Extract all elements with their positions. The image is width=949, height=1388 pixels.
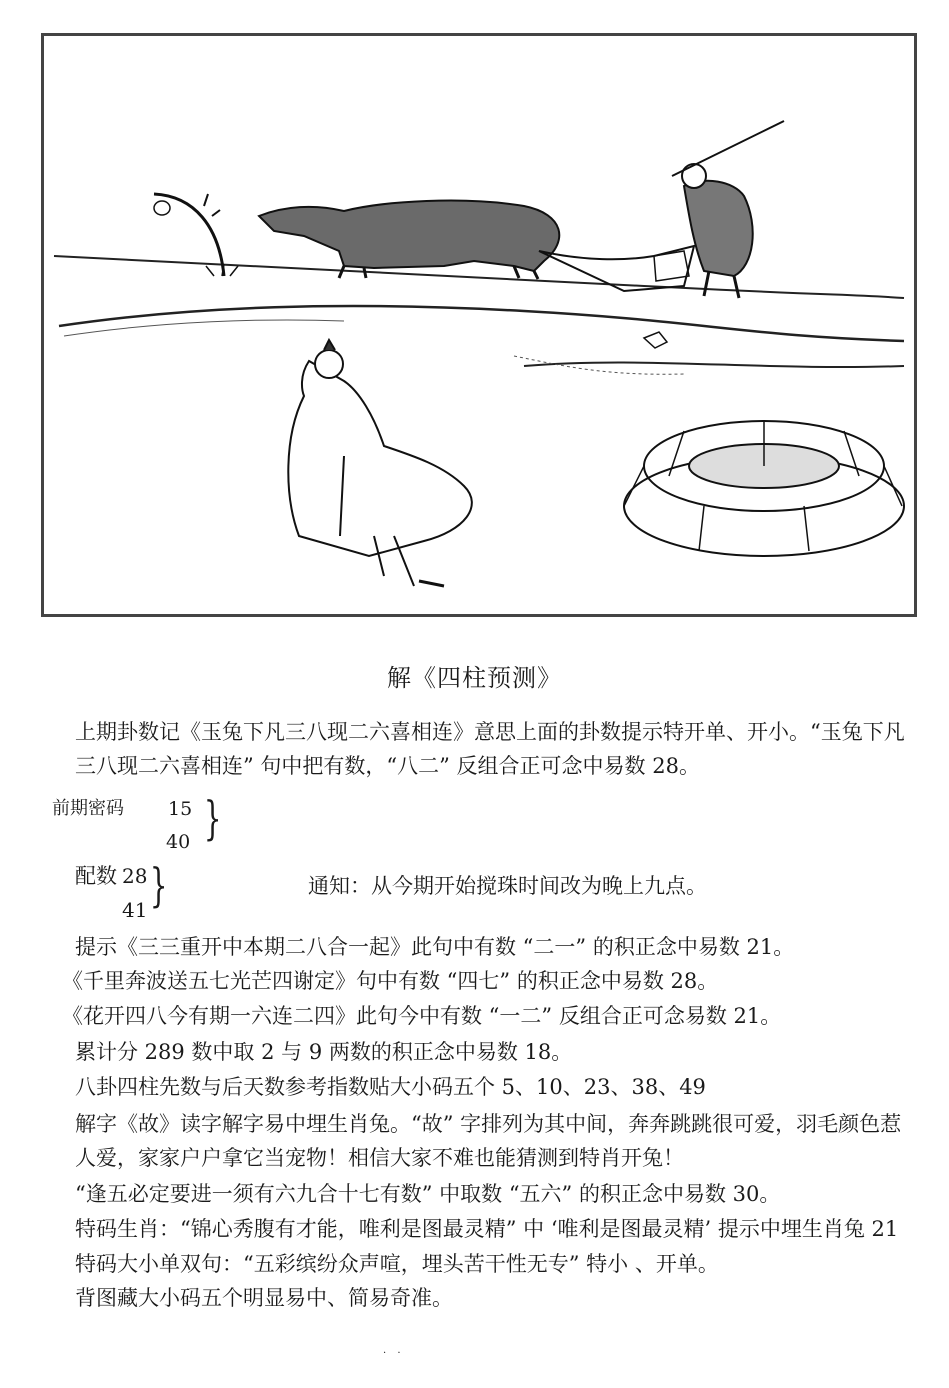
brace-icon: } <box>203 791 222 845</box>
hint-line: 提示《三三重开中本期二八合一起》此句中有数 “二一” 的积正念中易数 21。 <box>75 935 795 959</box>
illustration-frame <box>41 33 917 617</box>
pairing-label: 配数 <box>75 864 117 888</box>
hint-line: 解字《故》读字解字易中埋生肖兔。“故” 字排列为其中间，奔奔跳跳很可爱，羽毛颜色惹 <box>75 1112 902 1136</box>
hint-line: 《千里奔波送五七光芒四谢定》句中有数 “四七” 的积正念中易数 28。 <box>62 969 719 993</box>
hint-line: 背图藏大小码五个明显易中、简易奇准。 <box>75 1286 453 1310</box>
brace-icon: } <box>149 858 168 912</box>
previous-code-label: 前期密码 <box>52 798 124 819</box>
section-title: 解《四柱预测》 <box>387 664 562 692</box>
ploughing-scene-illustration <box>44 36 914 614</box>
hint-line: 特码大小单双句：“五彩缤纷众声喧，埋头苦干性无专” 特小 、开单。 <box>75 1252 719 1276</box>
emblem-icon <box>154 201 170 215</box>
hint-line: 人爱，家家户户拿它当宠物！相信大家不难也能猜测到特肖开兔！ <box>75 1146 684 1170</box>
hint-line: 累计分 289 数中取 2 与 9 两数的积正念中易数 18。 <box>75 1040 573 1064</box>
previous-code-value-1: 15 <box>168 798 193 820</box>
pairing-value-2: 41 <box>122 898 148 922</box>
hint-line: 特码生肖：“锦心秀腹有才能，唯利是图最灵精” 中 ‘唯利是图最灵精’ 提示中埋生肖兔 21 <box>75 1217 899 1241</box>
notice-text: 通知：从今期开始搅珠时间改为晚上九点。 <box>308 874 707 898</box>
hint-line: “逢五必定要进一须有六九合十七有数” 中取数 “五六” 的积正念中易数 30。 <box>75 1182 781 1206</box>
footer-marks: . . <box>383 1345 405 1356</box>
intro-line-2: 三八现二六喜相连” 句中把有数，“八二” 反组合正可念中易数 28。 <box>75 754 700 778</box>
intro-line-1: 上期卦数记《玉兔下凡三八现二六喜相连》意思上面的卦数提示特开单、开小。“玉兔下凡 <box>75 720 905 744</box>
pairing-value-1: 28 <box>122 864 148 888</box>
hint-line: 八卦四柱先数与后天数参考指数贴大小码五个 5、10、23、38、49 <box>75 1075 706 1099</box>
hint-line: 《花开四八今有期一六连二四》此句今中有数 “一二” 反组合正可念易数 21。 <box>62 1004 782 1028</box>
previous-code-value-2: 40 <box>166 831 191 853</box>
